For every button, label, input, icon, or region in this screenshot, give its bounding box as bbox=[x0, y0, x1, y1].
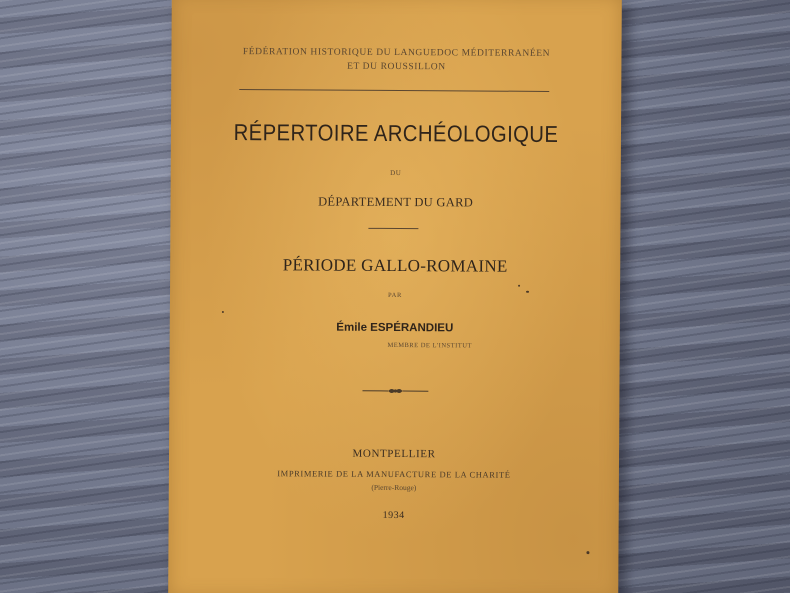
society-line-2: ET DU ROUSSILLON bbox=[347, 61, 446, 73]
book-title: RÉPERTOIRE ARCHÉOLOGIQUE bbox=[233, 119, 559, 147]
ornament-divider-icon bbox=[362, 386, 428, 396]
paper-speck bbox=[222, 311, 224, 313]
title-connector: DU bbox=[390, 168, 402, 178]
author-title: MEMBRE DE L'INSTITUT bbox=[387, 341, 472, 350]
publication-city: MONTPELLIER bbox=[352, 447, 436, 461]
society-line-1: FÉDÉRATION HISTORIQUE DU LANGUEDOC MÉDITERRANÉEN bbox=[242, 47, 551, 59]
top-divider-rule bbox=[239, 89, 549, 92]
period-subtitle: PÉRIODE GALLO-ROMAINE bbox=[282, 255, 508, 276]
printer-location: (Pierre-Rouge) bbox=[371, 482, 417, 493]
paper-speck bbox=[518, 285, 520, 287]
paper-speck bbox=[586, 551, 589, 554]
publication-year: 1934 bbox=[382, 509, 405, 522]
middle-divider-rule bbox=[368, 228, 418, 229]
author-name: Émile ESPÉRANDIEU bbox=[336, 321, 454, 335]
paper-speck bbox=[526, 291, 529, 293]
department-subtitle: DÉPARTEMENT DU GARD bbox=[318, 194, 474, 210]
printer-name: IMPRIMERIE DE LA MANUFACTURE DE LA CHARITÉ bbox=[277, 468, 511, 480]
book-cover bbox=[168, 0, 622, 593]
by-label: PAR bbox=[388, 291, 402, 300]
